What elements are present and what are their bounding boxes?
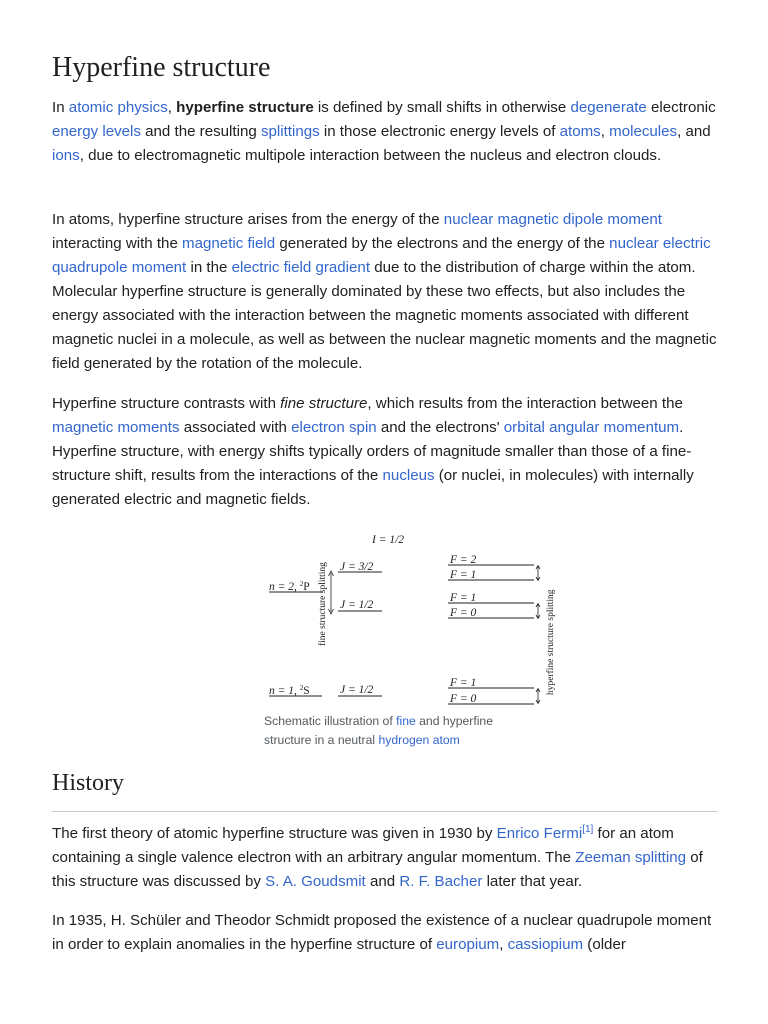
- text: is defined by small shifts in otherwise: [313, 99, 571, 116]
- text: and: [365, 873, 400, 890]
- text: (older: [583, 936, 626, 953]
- text: for an atom containing a single valence electron with an arbitrary angular momentum. The: [52, 825, 674, 866]
- text: ,: [600, 123, 610, 140]
- text: associated with: [179, 419, 292, 436]
- text: electronic: [646, 99, 716, 116]
- caption-text: Schematic illustration of: [264, 714, 397, 728]
- n1-text: n = 1,: [269, 685, 300, 697]
- link-nuclear-magnetic-dipole-moment[interactable]: nuclear magnetic dipole moment: [443, 211, 662, 228]
- text: ,: [167, 99, 177, 116]
- n2-label: [269, 580, 310, 593]
- text: (or nuclei, in molecules) with internally generated electric and magnetic fields.: [52, 467, 694, 508]
- intro-paragraph-3: [52, 392, 718, 512]
- text: , due to electromagnetic multipole interaction between the nucleus and electron clouds.: [79, 147, 662, 164]
- text: ,: [499, 936, 508, 953]
- text: interacting with the: [52, 235, 183, 252]
- n2-term: P: [303, 581, 310, 593]
- link-magnetic-moments[interactable]: magnetic moments: [52, 419, 180, 436]
- caption-text: and hyperfine structure in a neutral: [264, 714, 493, 747]
- text: , and: [677, 123, 711, 140]
- link-bacher[interactable]: R. F. Bacher: [399, 873, 483, 890]
- text: In 1935, H. Schüler and Theodor Schmidt proposed the existence of a nuclear quadrupole moment in order to explain anomalies in the hyperfine structure of: [52, 912, 712, 953]
- link-enrico-fermi[interactable]: Enrico Fermi: [496, 825, 583, 842]
- hyperfine-splitting-label: hyperfine structure splitting: [546, 589, 556, 695]
- link-goudsmit[interactable]: S. A. Goudsmit: [265, 873, 366, 890]
- link-hydrogen-atom[interactable]: hydrogen atom: [378, 733, 460, 747]
- italic-term: fine structure: [280, 395, 368, 412]
- text: generated by the electrons and the energy of the: [275, 235, 610, 252]
- text: . Hyperfine structure, with energy shifts typically orders of magnitude smaller than those of a fine-structure shift, results from the interactions of the: [52, 419, 692, 484]
- f0-label-b: F = 0: [450, 693, 477, 705]
- history-paragraph-2: [52, 909, 718, 957]
- page-title: Hyperfine structure: [52, 52, 271, 83]
- link-degenerate[interactable]: degenerate: [570, 99, 647, 116]
- j12-upper-label: J = 1/2: [340, 599, 374, 611]
- figure-caption: [264, 712, 514, 750]
- history-paragraph-1: [52, 822, 718, 894]
- diagram-svg: [264, 530, 556, 708]
- f0-label-a: F = 0: [450, 607, 477, 619]
- hyperfine-diagram[interactable]: [264, 530, 556, 708]
- j12-lower-label: J = 1/2: [340, 684, 374, 696]
- intro-paragraph-1: [52, 96, 718, 168]
- link-zeeman-splitting[interactable]: Zeeman splitting: [575, 849, 687, 866]
- text: later that year.: [482, 873, 583, 890]
- link-atoms[interactable]: atoms: [559, 123, 601, 140]
- text: in the: [186, 259, 232, 276]
- spin-label: I = 1/2: [372, 534, 405, 546]
- link-splittings[interactable]: splittings: [260, 123, 320, 140]
- text: due to the distribution of charge within the atom. Molecular hyperfine structure is generally dominated by these two effects, but also includes the energy associated with the interaction between the magnetic moments associated with different magnetic nuclei in a molecule, as well as between the nuclear magnetic moments and the magnetic field generated by the rotation of the molecule.: [52, 259, 717, 372]
- intro-paragraph-2: [52, 208, 718, 376]
- link-ions[interactable]: ions: [52, 147, 80, 164]
- link-molecules[interactable]: molecules: [609, 123, 678, 140]
- link-orbital-angular-momentum[interactable]: orbital angular momentum: [503, 419, 680, 436]
- link-nucleus[interactable]: nucleus: [382, 467, 435, 484]
- link-electron-spin[interactable]: electron spin: [291, 419, 377, 436]
- text: and the resulting: [140, 123, 261, 140]
- link-cassiopium[interactable]: cassiopium: [507, 936, 584, 953]
- hyperfine-arrow-b: [536, 604, 540, 619]
- text: In atoms, hyperfine structure arises from the energy of the: [52, 211, 444, 228]
- f1-label-c: F = 1: [450, 677, 477, 689]
- link-energy-levels[interactable]: energy levels: [52, 123, 141, 140]
- link-magnetic-field[interactable]: magnetic field: [182, 235, 276, 252]
- n2-multiplicity: 2: [299, 580, 304, 588]
- n1-label: [269, 684, 310, 697]
- link-europium[interactable]: europium: [436, 936, 500, 953]
- text: Hyperfine structure contrasts with: [52, 395, 281, 412]
- fine-splitting-label: fine structure splitting: [318, 562, 328, 646]
- bold-term: hyperfine structure: [176, 99, 314, 116]
- section-heading-history: History: [52, 770, 124, 796]
- link-fine[interactable]: fine: [396, 714, 416, 728]
- text: in those electronic energy levels of: [319, 123, 560, 140]
- link-electric-field-gradient[interactable]: electric field gradient: [231, 259, 371, 276]
- n1-multiplicity: 2: [299, 684, 304, 692]
- hyperfine-arrow-c: [536, 689, 540, 704]
- text: and the electrons': [376, 419, 504, 436]
- link-atomic-physics[interactable]: atomic physics: [68, 99, 168, 116]
- text: In: [52, 99, 69, 116]
- j32-label: J = 3/2: [340, 561, 374, 573]
- n2-text: n = 2,: [269, 581, 300, 593]
- text: , which results from the interaction between the: [367, 395, 683, 412]
- text: The first theory of atomic hyperfine structure was given in 1930 by: [52, 825, 497, 842]
- hyperfine-arrow-a: [536, 566, 540, 581]
- link-nuclear-electric-quadrupole-moment[interactable]: nuclear electric quadrupole moment: [52, 235, 711, 276]
- f1-label-b: F = 1: [450, 592, 477, 604]
- f1-label-a: F = 1: [450, 569, 477, 581]
- text: of this structure was discussed by: [52, 849, 703, 890]
- reference-1[interactable]: [1]: [582, 824, 594, 835]
- heading-divider: [52, 811, 718, 812]
- f2-label: F = 2: [450, 554, 477, 566]
- n1-term: S: [303, 685, 310, 697]
